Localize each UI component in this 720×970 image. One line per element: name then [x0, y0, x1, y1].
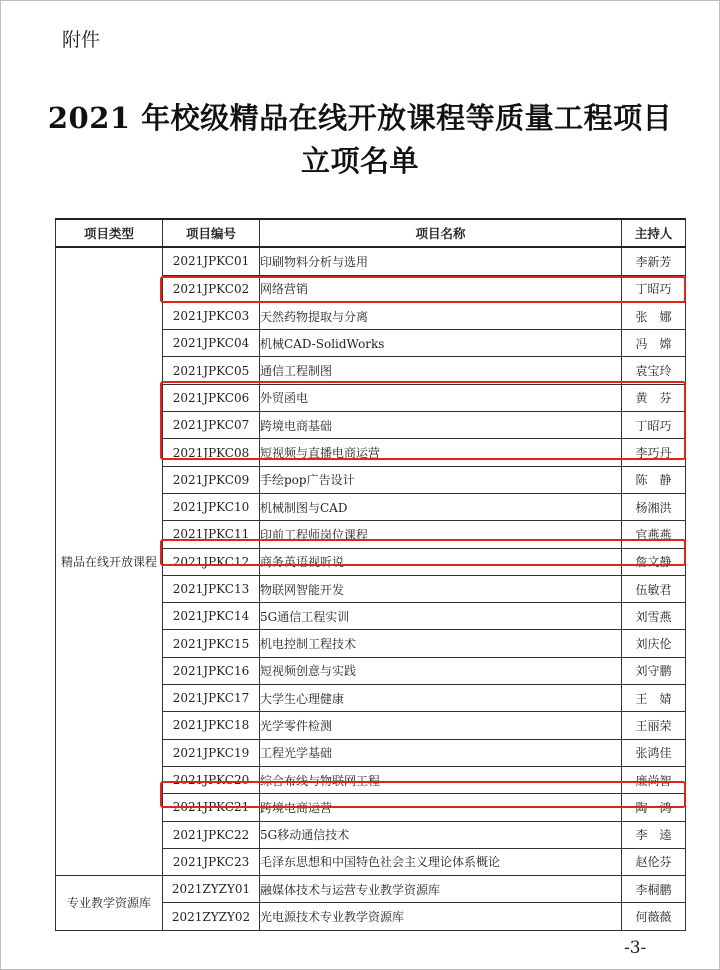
project-host-cell: 伍敏君	[622, 575, 686, 602]
project-host-cell: 刘庆伦	[622, 630, 686, 657]
project-host-cell: 袁宝玲	[622, 357, 686, 384]
project-name-cell: 物联网智能开发	[260, 575, 622, 602]
project-host-cell: 王 婧	[622, 685, 686, 712]
project-code-cell: 2021JPKC08	[163, 439, 260, 466]
project-code-cell: 2021JPKC06	[163, 384, 260, 411]
project-name-cell: 外贸函电	[260, 384, 622, 411]
table-row	[56, 876, 686, 903]
project-table	[55, 218, 686, 931]
project-name-cell: 5G移动通信技术	[260, 821, 622, 848]
project-code-cell: 2021JPKC04	[163, 330, 260, 357]
project-code-cell: 2021JPKC18	[163, 712, 260, 739]
table-header-row	[56, 219, 686, 247]
header-project-code: 项目编号	[163, 219, 260, 247]
project-name-cell: 机械制图与CAD	[260, 493, 622, 520]
project-name-cell: 天然药物提取与分离	[260, 302, 622, 329]
project-name-cell: 跨境电商基础	[260, 412, 622, 439]
attachment-label: 附件	[62, 29, 101, 51]
project-name-cell: 综合布线与物联网工程	[260, 766, 622, 793]
project-code-cell: 2021JPKC05	[163, 357, 260, 384]
project-name-cell: 机械CAD-SolidWorks	[260, 330, 622, 357]
project-host-cell: 李巧丹	[622, 439, 686, 466]
document-title-line-1: 2021 年校级精品在线开放课程等质量工程项目	[47, 101, 673, 135]
project-type-cell: 精品在线开放课程	[56, 247, 163, 875]
project-host-cell: 张鸿佳	[622, 739, 686, 766]
project-name-cell: 短视频创意与实践	[260, 657, 622, 684]
project-host-cell: 廉尚智	[622, 766, 686, 793]
project-code-cell: 2021JPKC19	[163, 739, 260, 766]
project-name-cell: 毛泽东思想和中国特色社会主义理论体系概论	[260, 848, 622, 875]
project-code-cell: 2021JPKC07	[163, 412, 260, 439]
project-code-cell: 2021JPKC23	[163, 848, 260, 875]
project-name-cell: 印刷物料分析与选用	[260, 247, 622, 275]
project-name-cell: 光学零件检测	[260, 712, 622, 739]
project-host-cell: 陈 静	[622, 466, 686, 493]
project-host-cell: 冯 嫦	[622, 330, 686, 357]
project-name-cell: 融媒体技术与运营专业教学资源库	[260, 876, 622, 903]
project-host-cell: 李 逵	[622, 821, 686, 848]
project-code-cell: 2021ZYZY02	[163, 903, 260, 930]
page-number: -3-	[624, 938, 647, 958]
header-project-type: 项目类型	[56, 219, 163, 247]
project-host-cell: 刘雪燕	[622, 603, 686, 630]
project-type-cell: 专业教学资源库	[56, 876, 163, 931]
project-code-cell: 2021JPKC22	[163, 821, 260, 848]
project-code-cell: 2021JPKC02	[163, 275, 260, 302]
table-row	[56, 247, 686, 275]
project-name-cell: 印前工程师岗位课程	[260, 521, 622, 548]
project-host-cell: 黄 芬	[622, 384, 686, 411]
project-name-cell: 跨境电商运营	[260, 794, 622, 821]
project-host-cell: 王丽荣	[622, 712, 686, 739]
header-project-name: 项目名称	[260, 219, 622, 247]
project-name-cell: 商务英语视听说	[260, 548, 622, 575]
project-code-cell: 2021JPKC14	[163, 603, 260, 630]
project-name-cell: 通信工程制图	[260, 357, 622, 384]
project-host-cell: 丁昭巧	[622, 275, 686, 302]
project-code-cell: 2021JPKC11	[163, 521, 260, 548]
project-name-cell: 短视频与直播电商运营	[260, 439, 622, 466]
project-code-cell: 2021JPKC15	[163, 630, 260, 657]
project-code-cell: 2021JPKC09	[163, 466, 260, 493]
project-code-cell: 2021ZYZY01	[163, 876, 260, 903]
project-code-cell: 2021JPKC03	[163, 302, 260, 329]
project-host-cell: 刘守鹏	[622, 657, 686, 684]
project-name-cell: 工程光学基础	[260, 739, 622, 766]
project-host-cell: 陶 鸿	[622, 794, 686, 821]
project-host-cell: 何薇薇	[622, 903, 686, 930]
project-host-cell: 李桐鹏	[622, 876, 686, 903]
project-host-cell: 杨湘洪	[622, 493, 686, 520]
project-code-cell: 2021JPKC21	[163, 794, 260, 821]
project-host-cell: 官燕燕	[622, 521, 686, 548]
project-name-cell: 网络营销	[260, 275, 622, 302]
project-code-cell: 2021JPKC12	[163, 548, 260, 575]
project-name-cell: 机电控制工程技术	[260, 630, 622, 657]
project-code-cell: 2021JPKC10	[163, 493, 260, 520]
project-host-cell: 张 娜	[622, 302, 686, 329]
header-project-host: 主持人	[622, 219, 686, 247]
project-code-cell: 2021JPKC17	[163, 685, 260, 712]
project-name-cell: 大学生心理健康	[260, 685, 622, 712]
project-host-cell: 詹文静	[622, 548, 686, 575]
project-host-cell: 李新芳	[622, 247, 686, 275]
project-code-cell: 2021JPKC13	[163, 575, 260, 602]
project-code-cell: 2021JPKC16	[163, 657, 260, 684]
project-host-cell: 丁昭巧	[622, 412, 686, 439]
project-code-cell: 2021JPKC20	[163, 766, 260, 793]
project-name-cell: 手绘pop广告设计	[260, 466, 622, 493]
table-body	[56, 247, 686, 930]
project-code-cell: 2021JPKC01	[163, 247, 260, 275]
document-title-line-2: 立项名单	[300, 144, 419, 178]
project-name-cell: 5G通信工程实训	[260, 603, 622, 630]
project-name-cell: 光电源技术专业教学资源库	[260, 903, 622, 930]
project-host-cell: 赵伦芬	[622, 848, 686, 875]
